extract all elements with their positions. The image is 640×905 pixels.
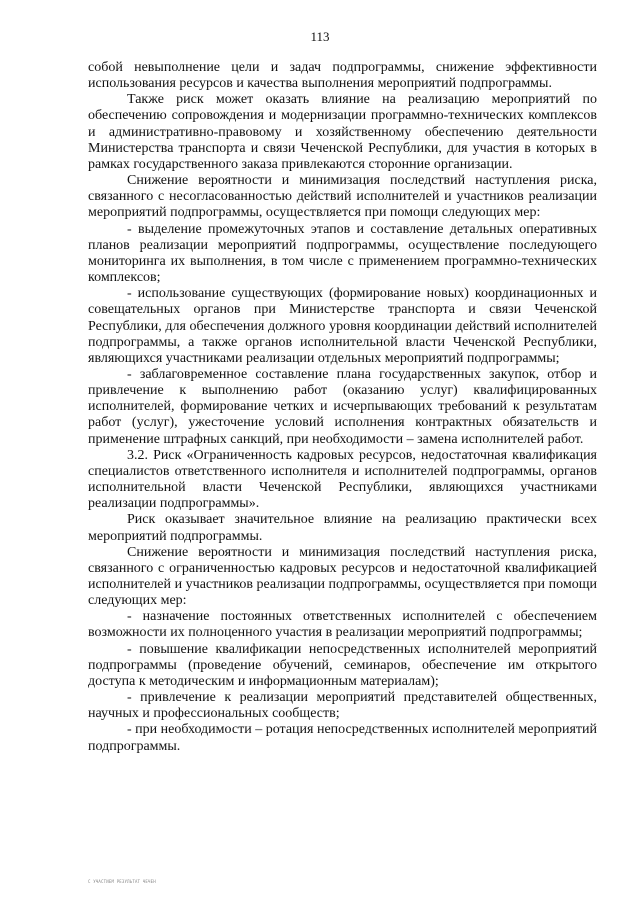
footer-document-code: С УЧАСТИЕМ РЕЗУЛЬТАТ ЧЕЧЕН xyxy=(88,879,156,884)
paragraph: Также риск может оказать влияние на реализацию мероприятий по обеспечению сопровождения и модернизации программно-технических комплексов и административно-правовому и хозяйственному обеспечению деятельности Министерства транспорта и связи Чеченской Республики, для участия в которых в рамках государственного заказа привлекаются сторонние организации. xyxy=(88,92,597,172)
paragraph: собой невыполнение цели и задач подпрограммы, снижение эффективности использования ресурсов и качества выполнения мероприятий подпрограммы. xyxy=(88,60,597,92)
list-item: - назначение постоянных ответственных исполнителей с обеспечением возможности их полноценного участия в реализации мероприятий подпрограммы; xyxy=(88,609,597,641)
paragraph: Снижение вероятности и минимизация последствий наступления риска, связанного с ограниченностью кадровых ресурсов и недостаточной квалификацией исполнителей и участников реализации подпрограммы, осуществляется при помощи следующих мер: xyxy=(88,544,597,609)
list-item: - заблаговременное составление плана государственных закупок, отбор и привлечение к выполнению работ (оказанию услуг) квалифицированных исполнителей, формирование четких и исчерпывающих требований к результатам работ (услуг), ужесточение условий исполнения контрактных обязательств и применение штрафных санкций, при необходимости – замена исполнителей работ. xyxy=(88,366,597,447)
list-item: - выделение промежуточных этапов и составление детальных оперативных планов реализации мероприятий подпрограммы, осуществление последующего мониторинга их выполнения, в том числе с применением программно-технических комплексов; xyxy=(88,221,597,286)
paragraph: Снижение вероятности и минимизация последствий наступления риска, связанного с несогласованностью действий исполнителей и участников реализации мероприятий подпрограммы, осуществляется при помощи следующих мер: xyxy=(88,173,597,221)
paragraph: Риск оказывает значительное влияние на реализацию практически всех мероприятий подпрограммы. xyxy=(88,512,597,544)
list-item: - привлечение к реализации мероприятий представителей общественных, научных и профессиональных сообществ; xyxy=(88,690,597,722)
page-number: 113 xyxy=(310,29,330,44)
document-body xyxy=(88,60,597,755)
list-item: - использование существующих (формирование новых) координационных и совещательных органов при Министерстве транспорта и связи Чеченской Республики, для обеспечения должного уровня координации действий исполнителей подпрограммы, а также органов исполнительной власти Чеченской Республики, являющихся участниками реализации отдельных мероприятий подпрограммы; xyxy=(88,286,597,366)
list-item: - при необходимости – ротация непосредственных исполнителей мероприятий подпрограммы. xyxy=(88,722,597,754)
list-item: - повышение квалификации непосредственных исполнителей мероприятий подпрограммы (проведение обучений, семинаров, обеспечение им открытого доступа к методическим и информационным материалам); xyxy=(88,641,597,689)
section-heading-paragraph: 3.2. Риск «Ограниченность кадровых ресурсов, недостаточная квалификация специалистов ответственного исполнителя и исполнителей подпрограммы, органов исполнительной власти Чеченской Республики, являющихся участниками реализации подпрограммы». xyxy=(88,447,597,512)
